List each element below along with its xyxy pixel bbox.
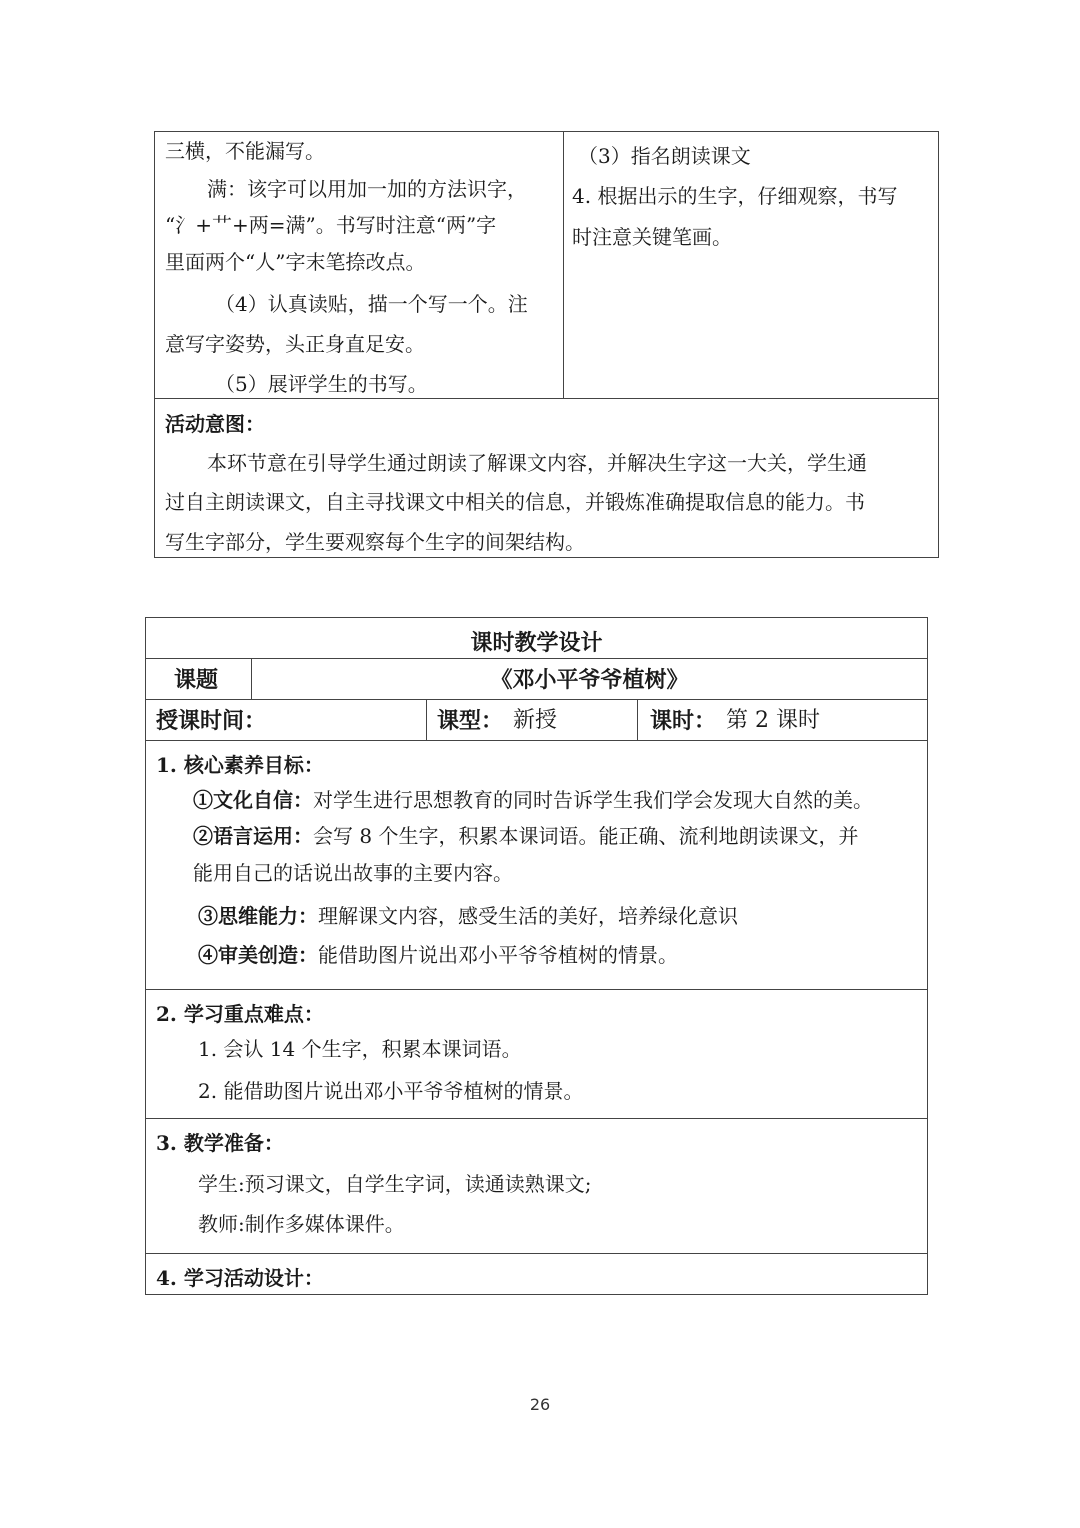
lesson-design-table	[145, 617, 928, 1295]
key-points-cell	[146, 990, 928, 1119]
text-line: 时注意关键笔画。	[572, 225, 732, 249]
period-value: 第 2 课时	[726, 708, 820, 733]
list-item: 教师:制作多媒体课件。	[198, 1212, 405, 1236]
goal-item: ③思维能力：理解课文内容，感受生活的美好，培养绿化意识	[198, 904, 738, 928]
teacher-activity-cell	[155, 132, 564, 399]
lesson-topic: 《邓小平爷爷植树》	[490, 667, 689, 693]
time-cell	[146, 700, 427, 741]
list-item: 1. 会认 14 个生字，积累本课词语。	[198, 1037, 522, 1061]
goal-item: ④审美创造：能借助图片说出邓小平爷爷植树的情景。	[198, 943, 678, 967]
text-line: （4）认真读贴，描一个写一个。注	[215, 292, 528, 316]
period-cell	[638, 700, 928, 741]
type-value: 新授	[513, 708, 558, 733]
topic-value-cell	[252, 659, 928, 700]
goal-item: ①文化自信：对学生进行思想教育的同时告诉学生我们学会发现大自然的美。	[193, 788, 873, 812]
text-line: 意写字姿势，头正身直足安。	[165, 332, 425, 356]
goal-item: 能用自己的话说出故事的主要内容。	[193, 861, 513, 885]
intent-label: 活动意图：	[165, 412, 265, 436]
section-title: 3. 教学准备：	[156, 1131, 284, 1155]
text-line: （5）展评学生的书写。	[215, 372, 428, 396]
activity-design-cell	[146, 1254, 928, 1295]
page-number: 26	[529, 1395, 551, 1414]
preparation-cell	[146, 1119, 928, 1254]
student-activity-cell	[564, 132, 939, 399]
text-line: 写生字部分，学生要观察每个生字的间架结构。	[165, 530, 585, 554]
table-title: 课时教学设计	[470, 630, 603, 656]
core-goals-cell	[146, 741, 928, 990]
type-label: 课型：	[437, 708, 504, 734]
text-line: 本环节意在引导学生通过朗读了解课文内容，并解决生字这一大关，学生通	[207, 451, 867, 475]
section-title: 2. 学习重点难点：	[156, 1002, 324, 1026]
text-line: 里面两个“人”字末笔捺改点。	[165, 250, 426, 274]
text-line: 过自主朗读课文，自主寻找课文中相关的信息，并锻炼准确提取信息的能力。书	[165, 490, 865, 514]
type-cell	[427, 700, 638, 741]
activity-intent-cell	[155, 399, 939, 558]
topic-label: 课题	[174, 667, 219, 693]
period-label: 课时：	[650, 708, 717, 734]
text-line: 满：该字可以用加一加的方法识字，	[207, 177, 527, 201]
previous-activity-table	[154, 131, 939, 558]
list-item: 学生:预习课文，自学生字词，读通读熟课文;	[198, 1172, 592, 1196]
text-line: 4. 根据出示的生字，仔细观察，书写	[572, 184, 898, 208]
time-label: 授课时间：	[156, 708, 267, 734]
list-item: 2. 能借助图片说出邓小平爷爷植树的情景。	[198, 1079, 584, 1103]
topic-label-cell	[146, 659, 252, 700]
table-header-cell	[146, 618, 928, 659]
text-line: （3）指名朗读课文	[578, 144, 751, 168]
goal-item: ②语言运用：会写 8 个生字，积累本课词语。能正确、流利地朗读课文，并	[193, 824, 859, 848]
section-title: 4. 学习活动设计：	[156, 1266, 324, 1290]
text-line: “氵+艹+两=满”。书写时注意“两”字	[165, 213, 497, 237]
text-line: 三横，不能漏写。	[165, 139, 325, 163]
section-title: 1. 核心素养目标：	[156, 753, 324, 777]
